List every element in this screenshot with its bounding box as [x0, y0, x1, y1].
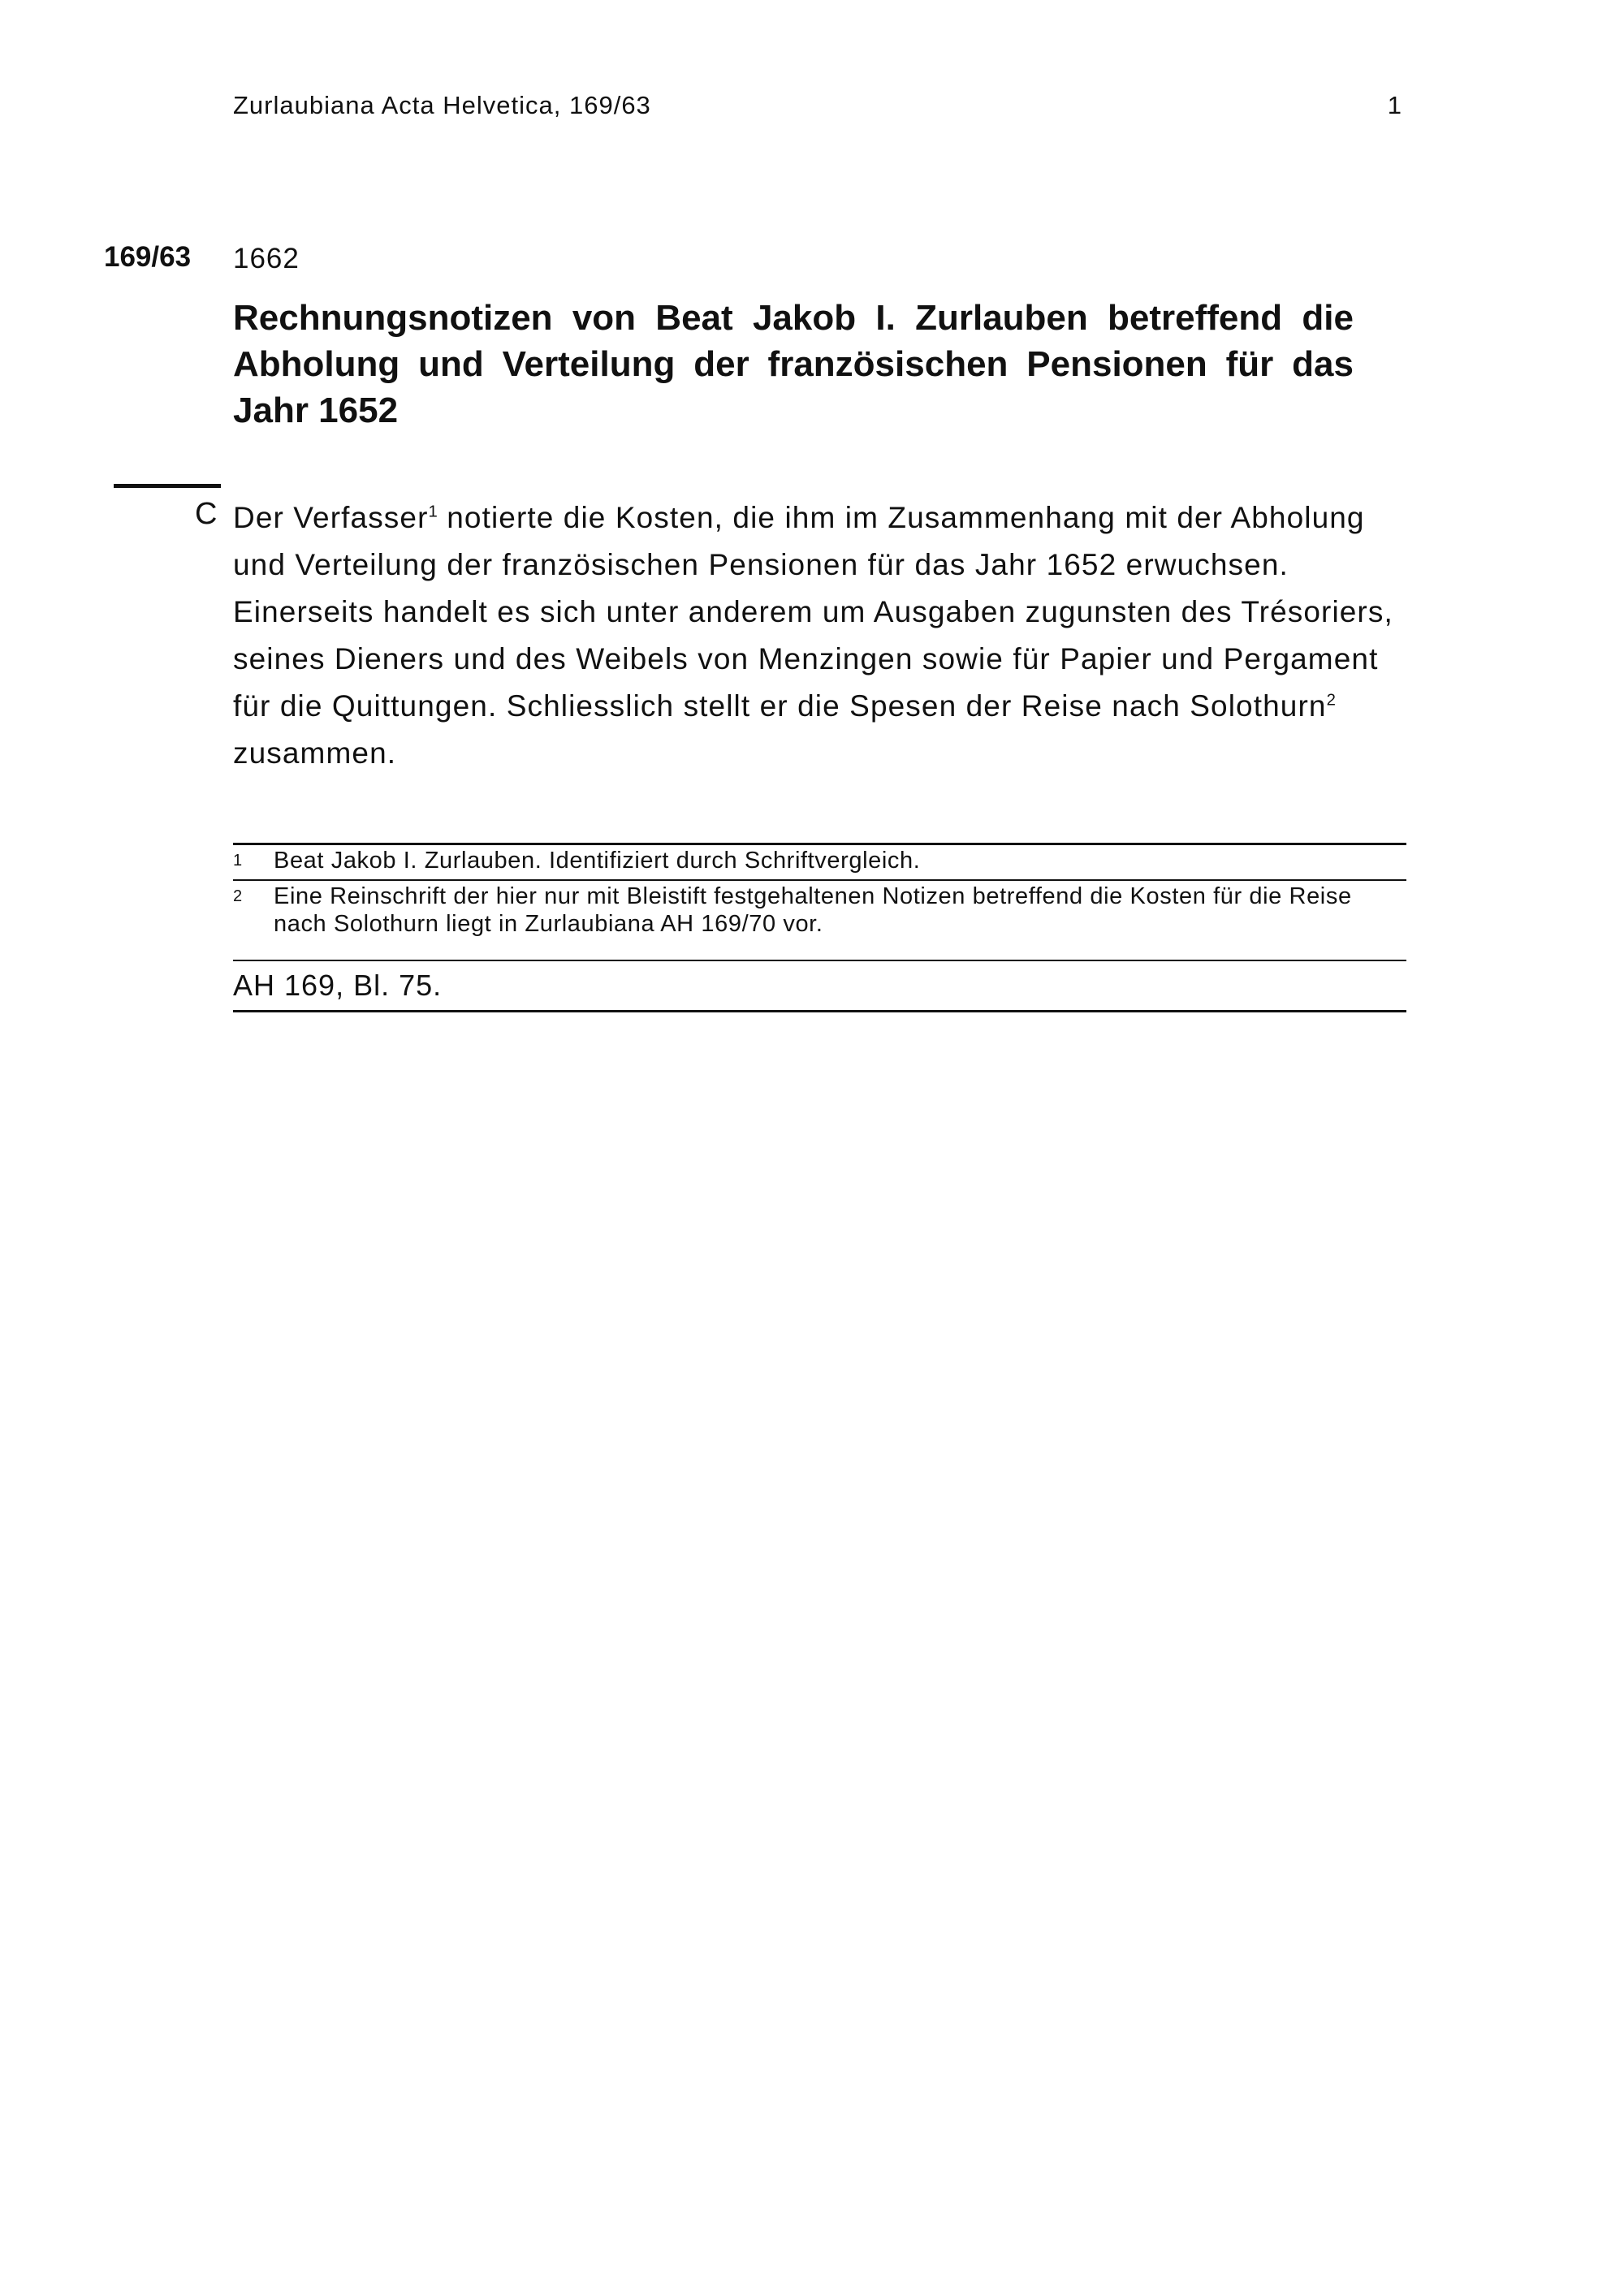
- running-header-title: Zurlaubiana Acta Helvetica, 169/63: [233, 91, 651, 119]
- regest-text-part-1: Der Verfasser: [233, 501, 429, 534]
- document-date: 1662: [233, 243, 300, 274]
- footnote-1: [233, 845, 1406, 879]
- regest-paragraph: [233, 494, 1410, 777]
- document-number: 169/63: [104, 241, 192, 273]
- document-title: Rechnungsnotizen von Beat Jakob I. Zurlauben betreffend die Abholung und Verteilung der französischen Pensionen für das Jahr 1652: [233, 298, 1354, 430]
- page-number: 1: [1387, 91, 1402, 119]
- margin-rule: [114, 484, 221, 488]
- footnote-mark-2: 2: [233, 887, 243, 905]
- footnote-mark-1: 1: [233, 852, 243, 870]
- footnote-text-2: Eine Reinschrift der hier nur mit Bleistift festgehaltenen Notizen betreffend die Kosten für die Reise nach Solothurn liegt in Zurlaubiana AH 169/70 vor.: [274, 883, 1352, 937]
- footnote-reference-2[interactable]: 2: [1326, 691, 1336, 710]
- footnote-text-1: Beat Jakob I. Zurlauben. Identifiziert durch Schriftvergleich.: [274, 848, 921, 874]
- footnote-2: [233, 879, 1406, 943]
- regest-text-part-2: notierte die Kosten, die ihm im Zusammenhang mit der Abholung und Verteilung der französischen Pensionen für das Jahr 1652 erwuchsen. Einerseits handelt es sich unter anderem um Ausgaben zugunsten des Trésoriers, seines Dieners und des Weibels von Menzingen sowie für Papier und Pergament für die Quittungen. Schliesslich stellt er die Spesen der Reise nach Solothurn: [233, 501, 1393, 723]
- archival-source: AH 169, Bl. 75.: [233, 960, 1406, 1012]
- source-type-marker: C: [195, 497, 218, 531]
- footnotes-section: [233, 843, 1406, 943]
- regest-text-part-3: zusammen.: [233, 736, 397, 770]
- footnote-reference-1[interactable]: 1: [428, 503, 438, 521]
